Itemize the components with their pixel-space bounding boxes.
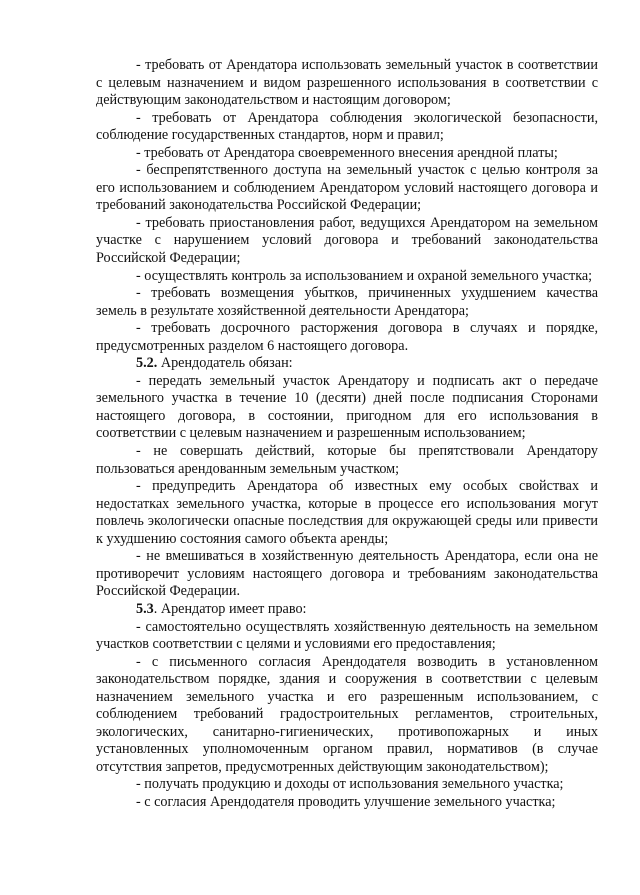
list-item: - требовать возмещения убытков, причиненных ухудшением качества земель в результате хозяйственной деятельности Арендатора; — [96, 285, 598, 319]
list-item: - с согласия Арендодателя проводить улучшение земельного участка; — [136, 793, 556, 810]
document-page — [96, 57, 598, 812]
list-item: - не вмешиваться в хозяйственную деятельность Арендатора, если она не противоречит условиям настоящего договора и требованиям законодательства Российской Федерации. — [96, 548, 598, 600]
list-item: - получать продукцию и доходы от использования земельного участка; — [136, 776, 564, 793]
list-item: - передать земельный участок Арендатору и подписать акт о передаче земельного участка в течение 10 (десяти) дней после подписания Сторонами настоящего договора, в состоянии, пригодном для его использования в соответствии с целевым назначением и разрешенным использованием; — [96, 372, 598, 442]
list-item: - самостоятельно осуществлять хозяйственную деятельность на земельном участков соответствии с целями и условиями его предоставления; — [96, 618, 598, 653]
list-item: - не совершать действий, которые бы препятствовали Арендатору пользоваться арендованным земельным участком; — [96, 443, 598, 477]
section-number: 5.2. — [136, 355, 158, 372]
list-item: - требовать досрочного расторжения договора в случаях и порядке, предусмотренных разделом 6 настоящего договора. — [96, 320, 598, 354]
list-item: - требовать от Арендатора использовать земельный участок в соответствии с целевым назначением и видом разрешенного использования в соответствии с действующим законодательством и настоящим договором; — [96, 57, 598, 109]
list-item: - требовать от Арендатора своевременного внесения арендной платы; — [136, 144, 558, 161]
list-item: - беспрепятственного доступа на земельный участок с целью контроля за его использованием и соблюдением Арендатором условий настоящего договора и требований законодательства Российской Федерации; — [96, 162, 598, 214]
section-heading-5-2 — [96, 355, 598, 373]
section-title: . Арендатор имеет право: — [153, 600, 307, 617]
list-item: - с письменного согласия Арендодателя возводить в установленном законодательством порядке, здания и сооружения в соответствии с целевым назначением земельного участка и его разрешенным использованием, с соблюдением требований градостроительных регламентов, строительных, экологических, санитарно-гигиенических, противопожарных и иных установленных уполномоченным органом правил, нормативов (в случае отсутствия запретов, предусмотренных действующим законодательством); — [96, 653, 598, 775]
section-heading-5-3 — [96, 601, 598, 619]
list-item: - требовать приостановления работ, ведущихся Арендатором на земельном участке с нарушением условий договора и требований законодательства Российской Федерации; — [96, 214, 598, 267]
section-title: Арендодатель обязан: — [160, 355, 293, 372]
list-item: - осуществлять контроль за использованием и охраной земельного участка; — [136, 267, 593, 284]
list-item: - предупредить Арендатора об известных ему особых свойствах и недостатках земельного участка, которые в процессе его использования могут повлечь экологически опасные последствия для окружающей среды или привести к ухудшению состояния самого объекта аренды; — [96, 478, 598, 547]
list-item: - требовать от Арендатора соблюдения экологической безопасности, соблюдение государственных стандартов, норм и правил; — [96, 109, 598, 144]
section-number: 5.3 — [136, 600, 154, 617]
